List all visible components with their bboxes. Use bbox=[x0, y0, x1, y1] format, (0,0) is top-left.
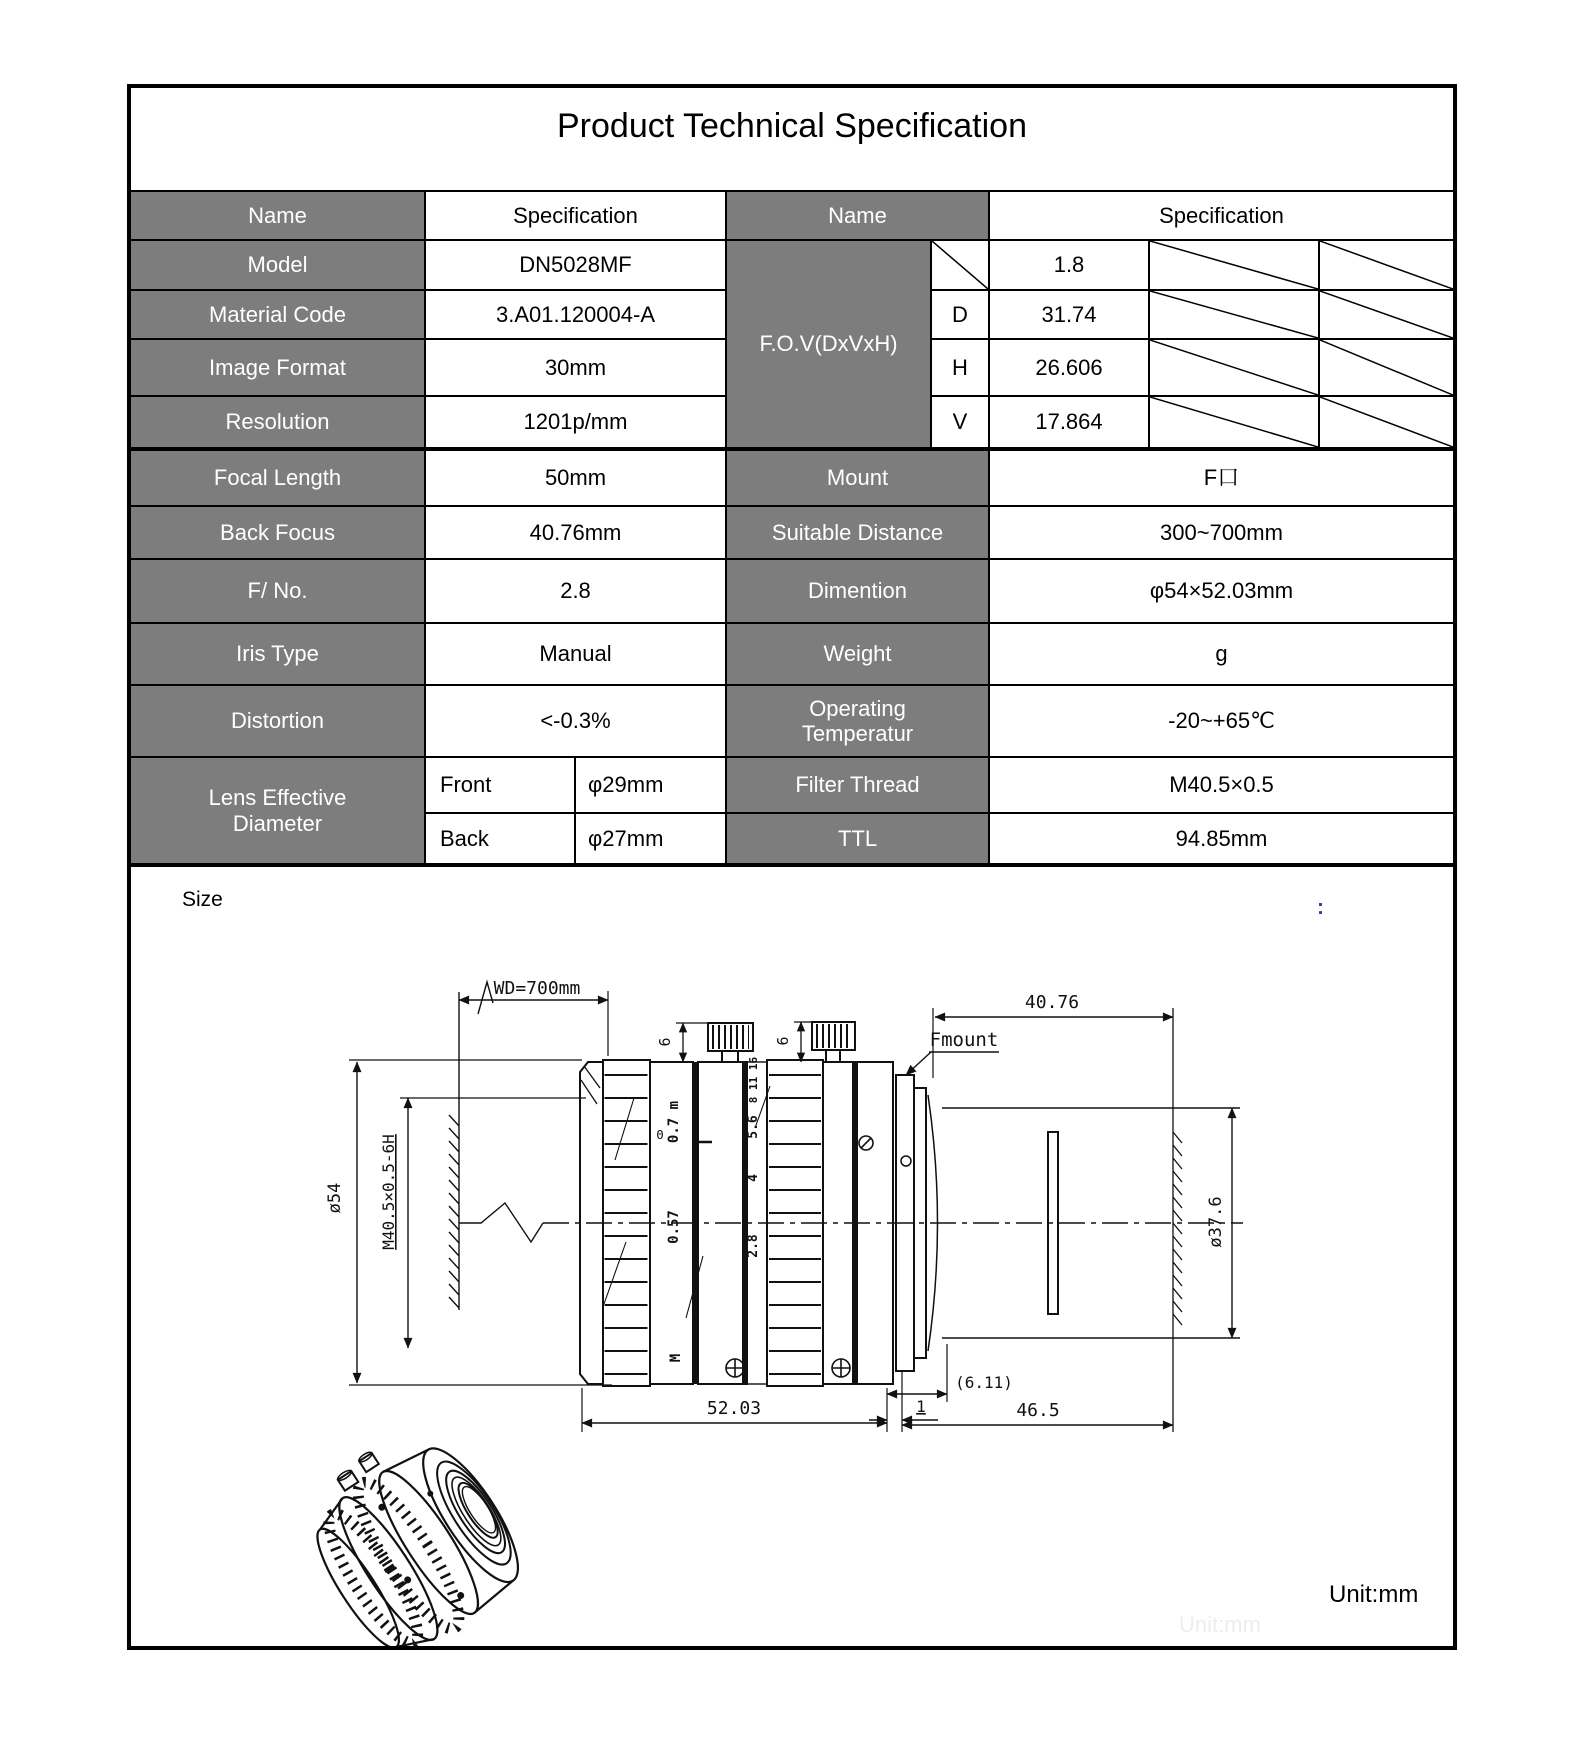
row-label-material-code: Material Code bbox=[131, 289, 424, 338]
front-label: Front bbox=[424, 756, 574, 812]
row-value-filter-thread: M40.5×0.5 bbox=[988, 756, 1453, 812]
len-611-label: (6.11) bbox=[955, 1373, 1013, 1392]
row-value-weight: g bbox=[988, 622, 1453, 684]
header-spec-right: Specification bbox=[988, 190, 1453, 239]
size-colon: : bbox=[1317, 896, 1324, 919]
crossed-cell bbox=[1318, 239, 1453, 289]
crossed-cell bbox=[1148, 338, 1318, 395]
front-value: φ29mm bbox=[574, 756, 725, 812]
dim-611 bbox=[887, 1373, 1013, 1394]
diagonal-line bbox=[1320, 291, 1453, 338]
lens-technical-drawing bbox=[131, 863, 1453, 1646]
row-label-dimention: Dimention bbox=[725, 558, 988, 622]
row-value-model: DN5028MF bbox=[424, 239, 725, 289]
knob-height-label-1: 6 bbox=[656, 1037, 674, 1047]
row-value-material-code: 3.A01.120004-A bbox=[424, 289, 725, 338]
back-focus-label: 40.76 bbox=[1024, 992, 1080, 1013]
aperture-high: 8 11 16 bbox=[747, 1056, 760, 1104]
dim-465 bbox=[902, 1400, 1173, 1425]
focus-057-label: 0.57 bbox=[666, 1210, 682, 1244]
row-value-image-format: 30mm bbox=[424, 338, 725, 395]
dim-5203 bbox=[582, 1398, 887, 1423]
row-label-resolution: Resolution bbox=[131, 395, 424, 447]
knob-height-label-2: 6 bbox=[774, 1036, 792, 1046]
unit-watermark: Unit:mm bbox=[1179, 1612, 1261, 1637]
len-1-label: 1 bbox=[916, 1397, 926, 1416]
row-label-back-focus: Back Focus bbox=[131, 505, 424, 558]
header-name-left: Name bbox=[131, 190, 424, 239]
back-label: Back bbox=[424, 812, 574, 863]
row-value-distortion: <-0.3% bbox=[424, 684, 725, 756]
row-value-suitable-distance: 300~700mm bbox=[988, 505, 1453, 558]
focus-theta-symbol: Θ bbox=[656, 1128, 664, 1142]
row-label-model: Model bbox=[131, 239, 424, 289]
row-value-f-no: 2.8 bbox=[424, 558, 725, 622]
dim-1 bbox=[869, 1397, 938, 1420]
diagonal-line bbox=[1320, 397, 1453, 447]
row-value-back-focus: 40.76mm bbox=[424, 505, 725, 558]
unit-label: Unit:mm bbox=[1329, 1581, 1419, 1608]
fov-value-v: 17.864 bbox=[988, 395, 1148, 447]
diagonal-line bbox=[932, 241, 988, 289]
aperture-28: 2.8 bbox=[746, 1234, 761, 1258]
thumb-knob-1 bbox=[708, 1023, 753, 1062]
diagonal-line bbox=[1150, 291, 1318, 338]
row-label-image-format: Image Format bbox=[131, 338, 424, 395]
crossed-cell bbox=[1318, 395, 1453, 447]
crossed-cell bbox=[1148, 395, 1318, 447]
row-label-distortion: Distortion bbox=[131, 684, 424, 756]
wd-label: WD=700mm bbox=[493, 978, 581, 999]
header-spec-left: Specification bbox=[424, 190, 725, 239]
crossed-cell bbox=[1318, 338, 1453, 395]
row-label-suitable-distance: Suitable Distance bbox=[725, 505, 988, 558]
row-label-focal-length: Focal Length bbox=[131, 447, 424, 505]
spec-sheet bbox=[127, 84, 1457, 1650]
size-label: Size bbox=[182, 888, 223, 911]
row-label-iris-type: Iris Type bbox=[131, 622, 424, 684]
fmount-label: Fmount bbox=[929, 1029, 999, 1051]
crossed-cell bbox=[1148, 239, 1318, 289]
diagonal-line bbox=[1320, 340, 1453, 395]
row-value-mount: F口 bbox=[988, 447, 1453, 505]
fov-value-0: 1.8 bbox=[988, 239, 1148, 289]
row-label-mount: Mount bbox=[725, 447, 988, 505]
crossed-cell bbox=[1148, 289, 1318, 338]
row-value-iris-type: Manual bbox=[424, 622, 725, 684]
lens-effective-diameter-text: Lens Effective Diameter bbox=[208, 785, 347, 836]
row-value-resolution: 1201p/mm bbox=[424, 395, 725, 447]
operating-temperature-text: Operating Temperatur bbox=[801, 695, 914, 746]
aperture-4: 4 bbox=[746, 1174, 761, 1182]
lens-3d-sketch bbox=[285, 1410, 539, 1646]
fmount-callout bbox=[906, 1029, 999, 1075]
knob-height-dim-2 bbox=[774, 1022, 830, 1062]
row-value-focal-length: 50mm bbox=[424, 447, 725, 505]
diagonal-line bbox=[1150, 241, 1318, 289]
crossed-cell bbox=[1318, 289, 1453, 338]
dia54-label: ø54 bbox=[325, 1182, 345, 1214]
back-value: φ27mm bbox=[574, 812, 725, 863]
len-465-label: 46.5 bbox=[1016, 1400, 1060, 1421]
row-label-weight: Weight bbox=[725, 622, 988, 684]
image-plane-line bbox=[1173, 1008, 1182, 1432]
dia376-label: ø37.6 bbox=[1206, 1196, 1226, 1248]
row-label-f-no: F/ No. bbox=[131, 558, 424, 622]
diagonal-line bbox=[1150, 340, 1318, 395]
center-line bbox=[459, 1203, 1243, 1242]
row-label-lens-effective-diameter bbox=[131, 756, 424, 863]
fov-label-cell: F.O.V(DxVxH) bbox=[725, 239, 930, 447]
diagonal-line bbox=[1150, 397, 1318, 447]
row-label-operating-temperature bbox=[725, 684, 988, 756]
row-label-filter-thread: Filter Thread bbox=[725, 756, 988, 812]
fov-key-d: D bbox=[930, 289, 988, 338]
thumb-knob-2 bbox=[812, 1022, 855, 1062]
row-label-ttl: TTL bbox=[725, 812, 988, 863]
aperture-56: 5.6 bbox=[746, 1115, 761, 1139]
page-title: Product Technical Specification bbox=[557, 106, 1027, 145]
len-5203-label: 52.03 bbox=[706, 1398, 762, 1419]
row-value-operating-temperature: -20~+65℃ bbox=[988, 684, 1453, 756]
row-value-ttl: 94.85mm bbox=[988, 812, 1453, 863]
focus-07-label: 0.7 m bbox=[666, 1100, 682, 1144]
fov-value-h: 26.606 bbox=[988, 338, 1148, 395]
focus-m-label: M bbox=[668, 1353, 684, 1363]
wd-dimension bbox=[459, 978, 608, 1056]
object-plane-line bbox=[449, 992, 459, 1310]
row-value-dimention: φ54×52.03mm bbox=[988, 558, 1453, 622]
diagonal-line bbox=[1320, 241, 1453, 289]
fov-corner-cell bbox=[930, 239, 988, 289]
fov-key-h: H bbox=[930, 338, 988, 395]
header-name-right: Name bbox=[725, 190, 988, 239]
fov-key-v: V bbox=[930, 395, 988, 447]
thread-label: M40.5×0.5-6H bbox=[379, 1134, 398, 1250]
fov-value-d: 31.74 bbox=[988, 289, 1148, 338]
dia376-dimension bbox=[1206, 1108, 1232, 1338]
knob-height-dim-1 bbox=[656, 1023, 712, 1062]
